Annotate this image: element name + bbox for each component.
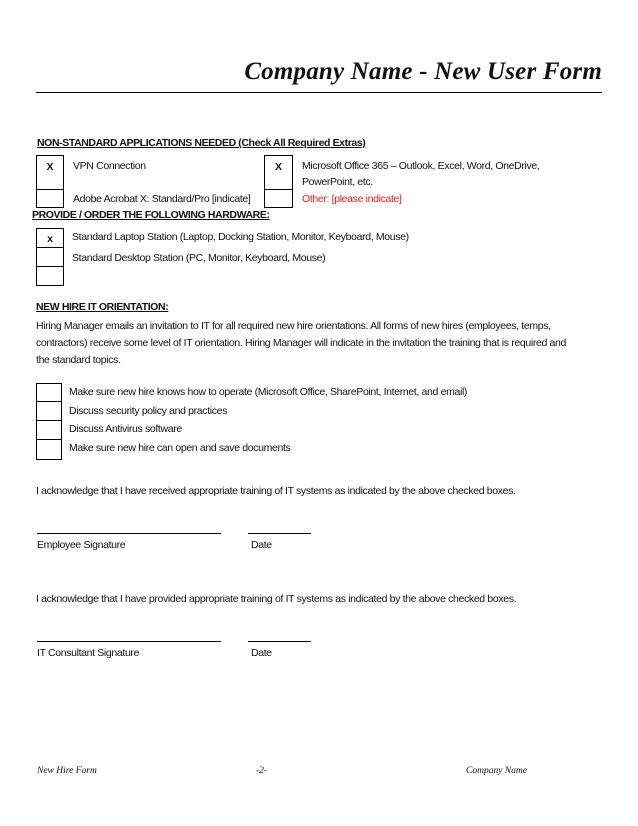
check-mark: X (46, 161, 54, 173)
checklist-checkbox[interactable] (36, 383, 62, 402)
employee-signature-line[interactable] (37, 533, 221, 534)
desktop-checkbox[interactable] (36, 247, 64, 267)
checklist-item: Discuss Antivirus software (69, 423, 182, 435)
vpn-label: VPN Connection (73, 160, 146, 172)
page-number: -2- (256, 766, 268, 776)
footer-left: New Hire Form (37, 766, 97, 776)
checklist-checkbox[interactable] (36, 401, 62, 421)
office365-checkbox[interactable] (264, 155, 293, 190)
orientation-paragraph-line-2: contractors) receive some level of IT orientation. Hiring Manager will indicate in the invitation the training that is required and (36, 337, 567, 349)
blank-hardware-checkbox[interactable] (36, 266, 64, 286)
checklist-checkbox[interactable] (36, 439, 62, 460)
office365-label-line1: Microsoft Office 365 – Outlook, Excel, Word, OneDrive, (302, 160, 540, 172)
checklist-item: Make sure new hire can open and save documents (69, 442, 291, 454)
non-standard-heading: NON-STANDARD APPLICATIONS NEEDED (Check All Required Extras) (37, 137, 366, 149)
employee-acknowledgement: I acknowledge that I have received appropriate training of IT systems as indicated by the above checked boxes. (36, 485, 516, 497)
check-mark: X (274, 161, 282, 173)
other-label: Other: [please indicate] (302, 193, 402, 205)
acrobat-checkbox[interactable] (36, 189, 64, 208)
desktop-label: Standard Desktop Station (PC, Monitor, Keyboard, Mouse) (72, 252, 326, 264)
employee-date-line[interactable] (248, 533, 311, 534)
vpn-checkbox[interactable] (36, 155, 64, 190)
laptop-checkbox[interactable] (36, 228, 64, 248)
orientation-paragraph-line-1: Hiring Manager emails an invitation to IT for all required new hire orientations. All forms of new hires (employees, temps, (36, 320, 551, 332)
other-checkbox[interactable] (264, 189, 293, 208)
page-title: Company Name - New User Form (244, 58, 602, 85)
consultant-date-label: Date (251, 647, 272, 659)
checklist-item: Make sure new hire knows how to operate (Microsoft Office, SharePoint, Internet, and email) (69, 386, 468, 398)
consultant-signature-line[interactable] (37, 641, 221, 642)
title-divider (36, 92, 602, 93)
consultant-acknowledgement: I acknowledge that I have provided appropriate training of IT systems as indicated by the above checked boxes. (36, 593, 517, 605)
employee-date-label: Date (251, 539, 272, 551)
employee-signature-label: Employee Signature (37, 539, 126, 551)
consultant-date-line[interactable] (248, 641, 311, 642)
orientation-heading: NEW HIRE IT ORIENTATION: (36, 301, 169, 313)
acrobat-label: Adobe Acrobat X: Standard/Pro [indicate] (73, 193, 251, 205)
checklist-item: Discuss security policy and practices (69, 405, 228, 417)
check-mark: x (47, 233, 53, 245)
office365-label-line2: PowerPoint, etc. (302, 176, 373, 188)
footer-right: Company Name (466, 766, 527, 776)
hardware-heading: PROVIDE / ORDER THE FOLLOWING HARDWARE: (32, 209, 270, 221)
orientation-paragraph-line-3: the standard topics. (36, 354, 121, 366)
consultant-signature-label: IT Consultant Signature (37, 647, 140, 659)
laptop-label: Standard Laptop Station (Laptop, Docking Station, Monitor, Keyboard, Mouse) (72, 231, 409, 243)
checklist-checkbox[interactable] (36, 420, 62, 440)
